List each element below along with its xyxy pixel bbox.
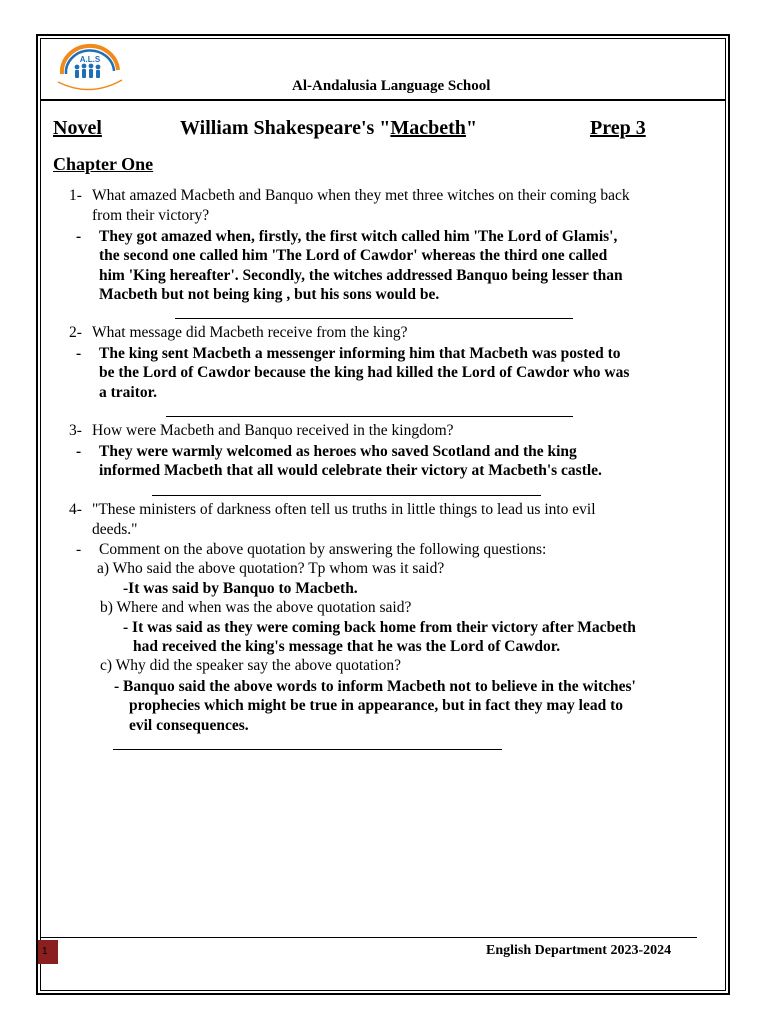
q4-a-answer: -It was said by Banquo to Macbeth. xyxy=(123,580,358,597)
q1-answer-line3: him 'King hereafter'. Secondly, the witches addressed Banquo being lesser than xyxy=(99,267,623,284)
q1-number: 1- xyxy=(69,187,82,204)
q3-answer-line1: They were warmly welcomed as heroes who saved Scotland and the king xyxy=(99,443,577,460)
q1-answer-dash: - xyxy=(76,228,82,245)
page-number: 1 xyxy=(38,940,58,964)
q1-answer-line4: Macbeth but not being king , but his sons would be. xyxy=(99,286,440,303)
separator-line xyxy=(175,318,573,319)
q1-answer-line1: They got amazed when, firstly, the first witch called him 'The Lord of Glamis', xyxy=(99,228,618,245)
q1-question-line2: from their victory? xyxy=(92,207,210,224)
q3-answer-dash: - xyxy=(76,443,82,460)
q4-instruction: Comment on the above quotation by answering the following questions: xyxy=(99,541,547,558)
q4-b-question: b) Where and when was the above quotation said? xyxy=(100,599,412,616)
separator-line xyxy=(152,495,541,496)
q4-b-answer-line2: had received the king's message that he was the Lord of Cawdor. xyxy=(133,638,561,655)
als-school-logo xyxy=(52,40,128,96)
q2-answer-line2: be the Lord of Cawdor because the king had killed the Lord of Cawdor who was xyxy=(99,364,630,381)
footer-divider xyxy=(40,937,697,938)
work-title-suffix: " xyxy=(465,117,478,139)
q4-quote-line1: "These ministers of darkness often tell us truths in little things to lead us into evil xyxy=(92,501,596,518)
q2-answer-dash: - xyxy=(76,345,82,362)
separator-line xyxy=(166,416,573,417)
header-divider xyxy=(40,99,726,101)
q4-a-question: a) Who said the above quotation? Tp whom was it said? xyxy=(97,560,445,577)
work-title-prefix: William Shakespeare's " xyxy=(180,117,391,139)
work-title xyxy=(180,117,477,140)
chapter-heading: Chapter One xyxy=(53,154,154,174)
q2-answer-line1: The king sent Macbeth a messenger informing him that Macbeth was posted to xyxy=(99,345,621,362)
q2-number: 2- xyxy=(69,324,82,341)
q4-b-answer-line1: - It was said as they were coming back home from their victory after Macbeth xyxy=(123,619,636,636)
q2-answer-line3: a traitor. xyxy=(99,384,157,401)
q4-quote-line2: deeds." xyxy=(92,521,138,538)
q1-answer-line2: the second one called him 'The Lord of Cawdor' whereas the third one called xyxy=(99,247,608,264)
separator-line xyxy=(113,749,502,750)
subject-label: Novel xyxy=(53,117,102,139)
department-footer: English Department 2023-2024 xyxy=(486,943,672,958)
q4-c-answer-line3: evil consequences. xyxy=(129,717,249,734)
q4-c-answer-line1: - Banquo said the above words to inform Macbeth not to believe in the witches' xyxy=(114,678,636,695)
title-row xyxy=(0,117,768,143)
q4-c-answer-line2: prophecies which might be true in appearance, but in fact they may lead to xyxy=(129,697,623,714)
logo-letters: A.L.S xyxy=(79,55,101,64)
q3-number: 3- xyxy=(69,422,82,439)
q1-question-line1: What amazed Macbeth and Banquo when they met three witches on their coming back xyxy=(92,187,630,204)
school-name: Al-Andalusia Language School xyxy=(292,78,491,94)
q2-question-line1: What message did Macbeth receive from the king? xyxy=(92,324,408,341)
q3-answer-line2: informed Macbeth that all would celebrate their victory at Macbeth's castle. xyxy=(99,462,602,479)
work-title-name: Macbeth xyxy=(390,117,466,139)
q4-number: 4- xyxy=(69,501,82,518)
q4-c-question: c) Why did the speaker say the above quotation? xyxy=(100,657,402,674)
q3-question-line1: How were Macbeth and Banquo received in the kingdom? xyxy=(92,422,454,439)
grade-label: Prep 3 xyxy=(590,117,646,139)
q4-instruction-dash: - xyxy=(76,541,82,558)
